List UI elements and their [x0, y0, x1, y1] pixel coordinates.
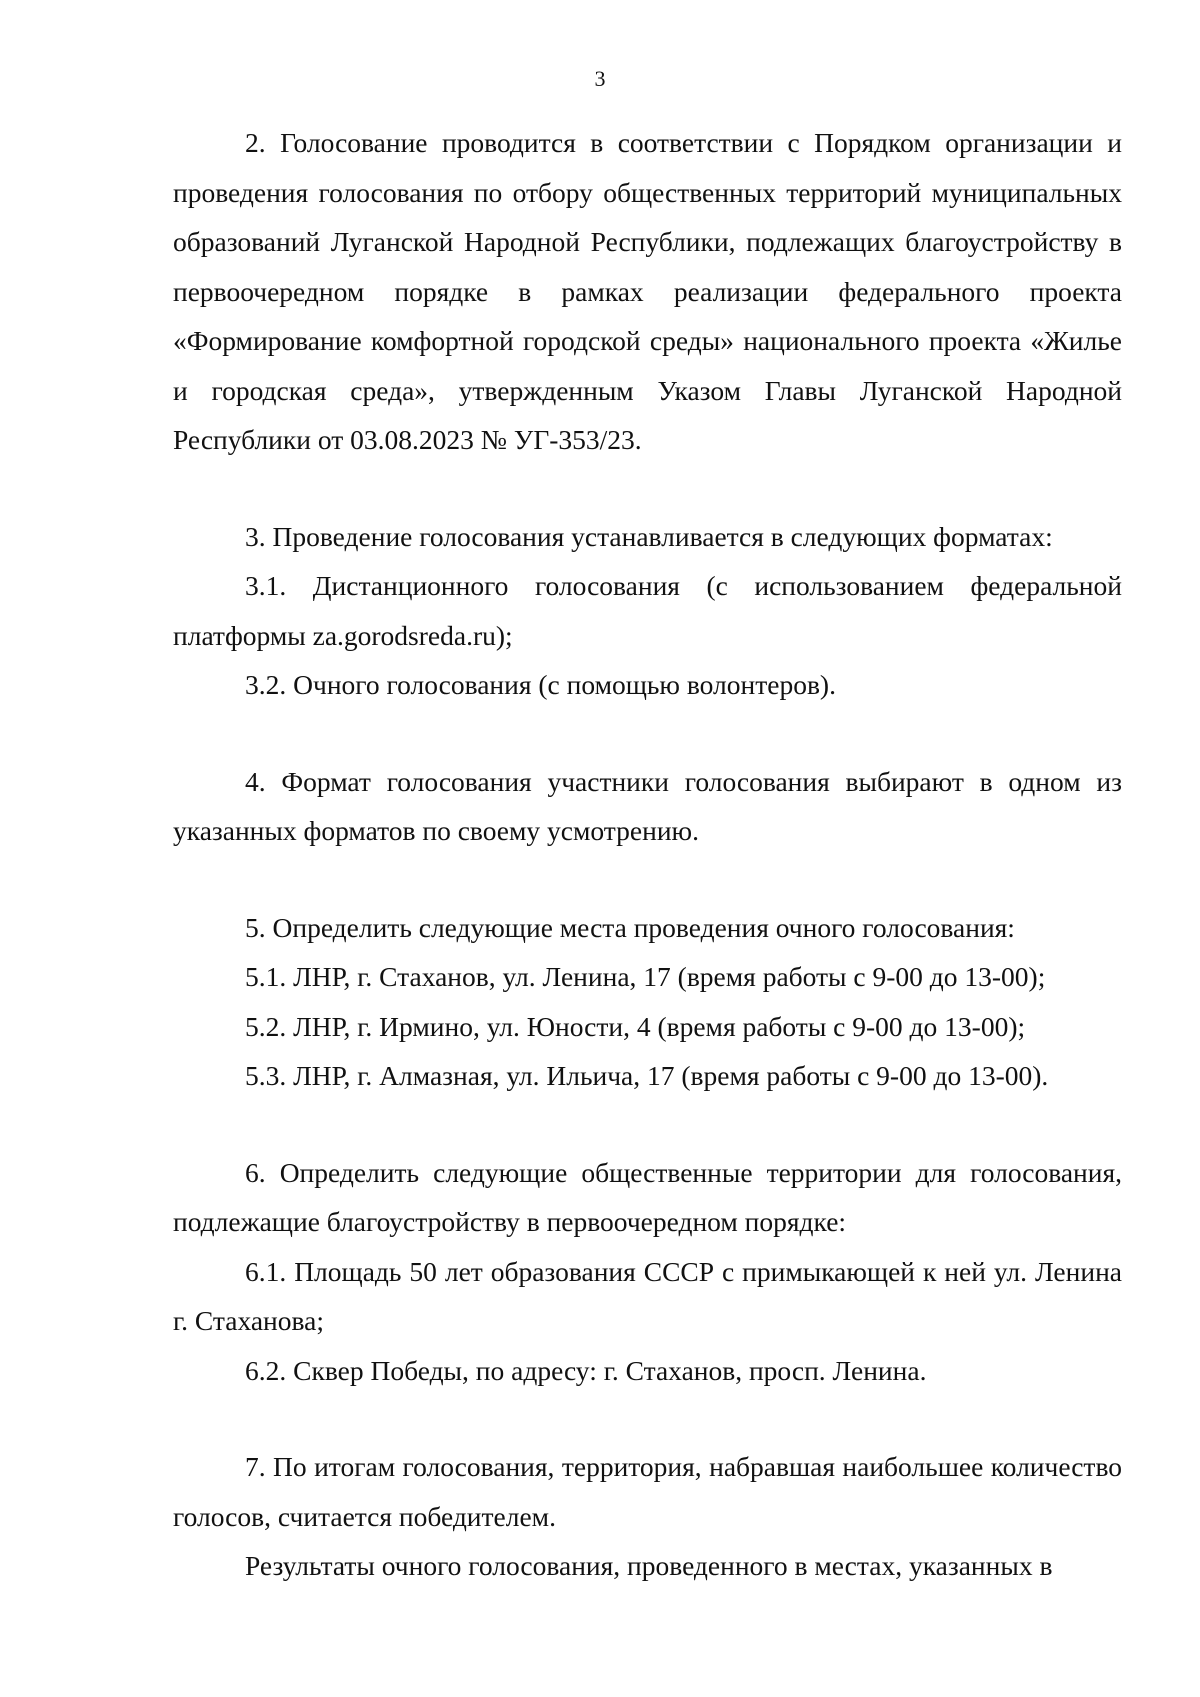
paragraph-5-3: 5.3. ЛНР, г. Алмазная, ул. Ильича, 17 (время работы с 9-00 до 13-00).	[245, 1060, 1049, 1091]
paragraph-6: 6. Определить следующие общественные территории для голосования, подлежащие благоустройству в первоочередном порядке:	[173, 1156, 1122, 1237]
paragraph-5-1: 5.1. ЛНР, г. Стаханов, ул. Ленина, 17 (время работы с 9-00 до 13-00);	[245, 961, 1046, 992]
document-body	[173, 118, 1122, 1591]
paragraph-5-2: 5.2. ЛНР, г. Ирмино, ул. Юности, 4 (время работы с 9-00 до 13-00);	[245, 1010, 1026, 1042]
page-number: 3	[594, 66, 606, 91]
paragraph-results: Результаты очного голосования, проведенного в местах, указанных в	[245, 1550, 1053, 1581]
paragraph-3-1: 3.1. Дистанционного голосования (с использованием федеральной платформы za.gorodsreda.ru);	[173, 570, 1122, 651]
paragraph-5: 5. Определить следующие места проведения очного голосования:	[245, 911, 1015, 943]
paragraph-6-1: 6.1. Площадь 50 лет образования СССР с примыкающей к ней ул. Ленина г. Стаханова;	[173, 1255, 1122, 1336]
paragraph-4: 4. Формат голосования участники голосования выбирают в одном из указанных форматов по своему усмотрению.	[173, 765, 1122, 846]
paragraph-2: 2. Голосование проводится в соответствии с Порядком организации и проведения голосования по отбору общественных территорий муниципальных образований Луганской Народной Республики, подлежащих благоустройству в первоочередном порядке в рамках реализации федерального проекта «Формирование комфортной городской среды» национального проекта «Жилье и городская среда», утвержденным Указом Главы Луганской Народной Республики от 03.08.2023 № УГ-353/23.	[173, 127, 1122, 455]
paragraph-3: 3. Проведение голосования устанавливается в следующих форматах:	[245, 520, 1053, 552]
paragraph-6-2: 6.2. Сквер Победы, по адресу: г. Стаханов, просп. Ленина.	[245, 1354, 927, 1386]
paragraph-7: 7. По итогам голосования, территория, набравшая наибольшее количество голосов, считается победителем.	[173, 1451, 1122, 1532]
paragraph-3-2: 3.2. Очного голосования (с помощью волонтеров).	[245, 669, 836, 700]
